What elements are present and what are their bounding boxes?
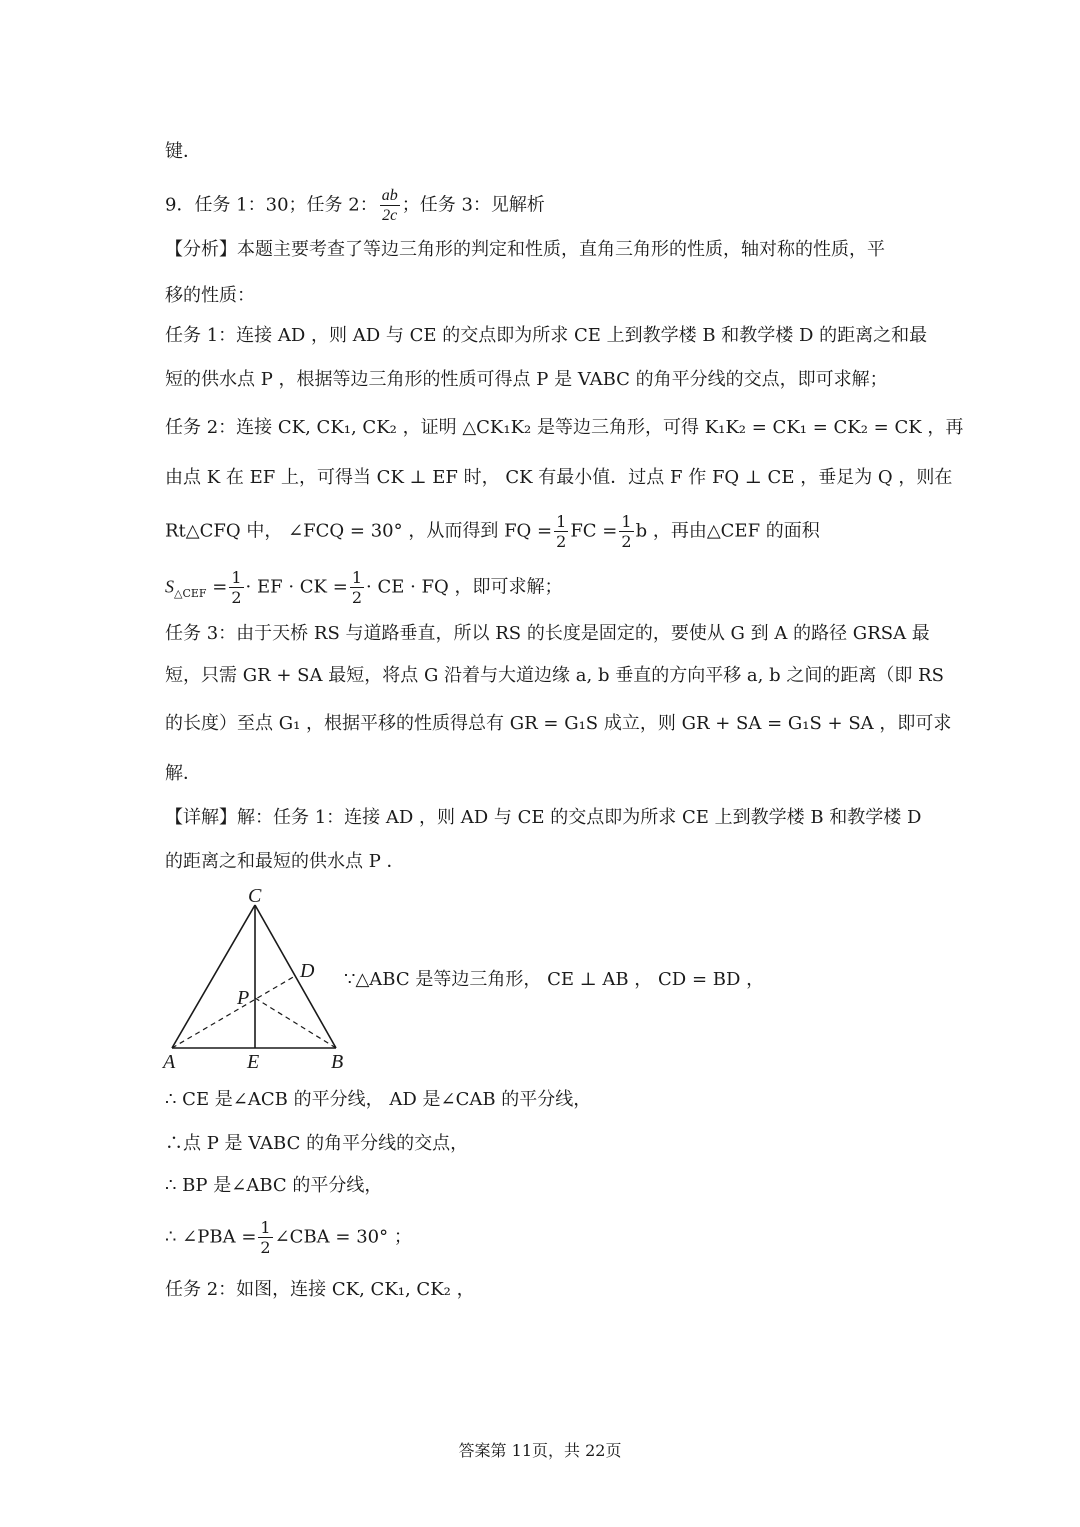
fraction: $\frac{1}{2}$	[351, 568, 362, 607]
fraction: $\frac{ab}{2c}$	[381, 187, 398, 224]
side-ac	[172, 905, 255, 1048]
triangle-figure	[155, 880, 355, 1075]
label-a: A	[163, 1051, 176, 1073]
text-line: ∴ BP 是∠ABC 的平分线，	[165, 1175, 383, 1196]
label-c: C	[248, 885, 262, 907]
text-line: 任务 2：连接 CK, CK₁, CK₂ ，证明 △CK₁K₂ 是等边三角形，可得 K₁K₂ = CK₁ = CK₂ = CK ，再	[165, 417, 964, 438]
text-line: ∵△ABC 是等边三角形， CE ⊥ AB ， CD = BD ，	[344, 969, 765, 990]
label-b: B	[331, 1051, 344, 1073]
dashed-pb	[255, 998, 336, 1048]
text-line: 的距离之和最短的供水点 P ．	[165, 851, 405, 872]
label-e: E	[247, 1051, 260, 1073]
text-line: ∴点 P 是 VABC 的角平分线的交点，	[165, 1133, 469, 1154]
text-line: ∴ CE 是∠ACB 的平分线， AD 是∠CAB 的平分线，	[165, 1089, 592, 1110]
text-line: 任务 3：由于天桥 RS 与道路垂直，所以 RS 的长度是固定的，要使从 G 到 A 的路径 GRSA 最	[165, 623, 930, 644]
text-line: 任务 1：连接 AD ，则 AD 与 CE 的交点即为所求 CE 上到教学楼 B 和教学楼 D 的距离之和最	[165, 325, 928, 346]
answer-line: 9．任务 1：30；任务 2： $\frac{ab}{2c}$ ；任务 3：见解析	[165, 187, 545, 224]
label-d: D	[300, 960, 315, 982]
detail-line: 【详解】解：任务 1：连接 AD ，则 AD 与 CE 的交点即为所求 CE 上到教学楼 B 和教学楼 D	[165, 807, 922, 828]
text-line: 的长度）至点 G₁ ，根据平移的性质得总有 GR = G₁S 成立，则 GR + SA = G₁S + SA ，即可求	[165, 713, 952, 734]
fraction: $\frac{1}{2}$	[621, 512, 632, 551]
fraction: $\frac{1}{2}$	[556, 512, 567, 551]
label-p: P	[237, 987, 250, 1009]
text-line: 短的供水点 P ，根据等边三角形的性质可得点 P 是 VABC 的角平分线的交点，即可求解；	[165, 369, 888, 390]
side-bc	[255, 905, 336, 1048]
fraction: $\frac{1}{2}$	[260, 1218, 271, 1257]
text-line: 键．	[165, 141, 201, 162]
analysis-line: 【分析】本题主要考查了等边三角形的判定和性质，直角三角形的性质，轴对称的性质，平	[165, 239, 885, 260]
formula-line: Rt△CFQ 中， ∠FCQ = 30° ，从而得到 FQ = $\frac{1}{2}$ FC = $\frac{1}{2}$ b ，再由△CEF 的面积	[165, 512, 820, 551]
text-line: 由点 K 在 EF 上，可得当 CK ⊥ EF 时， CK 有最小值．过点 F 作 FQ ⊥ CE ，垂足为 Q ，则在	[165, 467, 953, 488]
dashed-ad	[172, 976, 295, 1048]
text-line: 解．	[165, 763, 201, 784]
text-line: 短，只需 GR + SA 最短，将点 G 沿着与大道边缘 a, b 垂直的方向平移 a, b 之间的距离（即 RS	[165, 665, 944, 686]
formula-line: $S_{\triangle CEF}$ = $\frac{1}{2}$ · EF · CK = $\frac{1}{2}$ · CE · FQ ，即可求解；	[165, 568, 563, 607]
fraction: $\frac{1}{2}$	[231, 568, 242, 607]
page-footer: 答案第 11页，共 22页	[458, 1441, 622, 1460]
text-line: 移的性质：	[165, 285, 255, 306]
formula-line: ∴ ∠PBA = $\frac{1}{2}$ ∠CBA = 30° ；	[165, 1218, 412, 1257]
text-line: 任务 2：如图，连接 CK, CK₁, CK₂ ，	[165, 1279, 475, 1300]
